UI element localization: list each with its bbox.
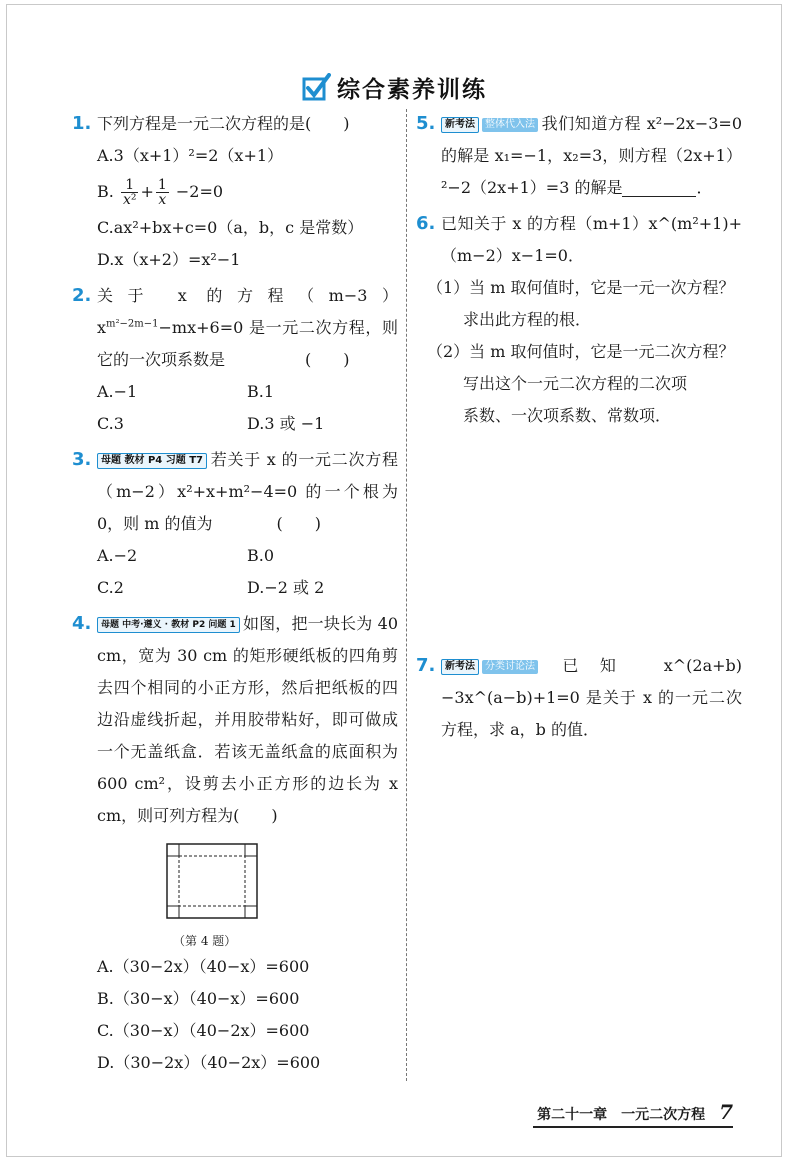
question-text: 母题 中考·遵义 · 教材 P2 问题 1 如图，把一块长为 40 cm，宽为 30 cm 的矩形硬纸板的四角剪去四个相同的小正方形，然后把纸板的四边沿虚线折起，并用胶带粘好，即可做成一个无盖纸盒．若该无盖纸盒的底面积为 600 cm²，设剪去小正方形的边长为 x cm，则可列方程为( )	[97, 614, 398, 825]
question-text: 新考法 整体代入法 我们知道方程 x²−2x−3=0 的解是 x₁=−1，x₂=3，则方程（2x+1）²−2（2x+1）=3 的解是 ．	[441, 114, 742, 197]
question-number: 3.	[72, 449, 92, 470]
part-2-line-2: 写出这个一元二次方程的二次项	[463, 374, 688, 393]
part-1-line-1: （1）当 m 取何值时，它是一元一次方程？	[427, 278, 735, 297]
option-b: B.（30−x）（40−x）=600	[97, 989, 300, 1008]
right-column	[417, 108, 742, 750]
option-b-rest: −2=0	[175, 182, 224, 201]
source-tag: 母题 教材 P4 习题 T7	[97, 453, 207, 469]
left-column	[73, 108, 398, 1083]
section-title	[301, 71, 487, 104]
option-b: B. $\frac{1}{\text{x²}}$ + $\frac{1}{x}$ −2=0	[97, 177, 224, 208]
option-b-label: B.	[97, 182, 114, 201]
question-number: 4.	[72, 613, 92, 634]
question-number: 7.	[416, 655, 436, 676]
question-text: 已知关于 x 的方程（m+1）x^(m²+1)+（m−2）x−1=0．	[441, 214, 742, 265]
question-2	[73, 280, 398, 440]
method-tag: 新考法	[441, 117, 479, 133]
method-subtag: 整体代入法	[482, 118, 538, 132]
fraction-1-over-x2: $\frac{1}{\text{x²}}$	[122, 177, 137, 208]
checkbox-check-icon	[301, 73, 331, 103]
figure-caption: （第 4 题）	[173, 934, 237, 948]
question-number: 5.	[416, 113, 436, 134]
part-2-line-1: （2）当 m 取何值时，它是一元二次方程？	[427, 342, 735, 361]
method-tag: 新考法	[441, 659, 479, 675]
chapter-title: 第二十一章 一元二次方程	[537, 1107, 706, 1123]
option-a: A.−1	[97, 382, 138, 401]
option-c: C.2	[97, 578, 124, 597]
option-d: D.x（x+2）=x²−1	[97, 250, 241, 269]
option-b: B.1	[247, 382, 275, 401]
question-7	[417, 650, 742, 746]
box-net-figure	[165, 842, 259, 920]
question-text: 关于 x 的方程$(m-3)x^{m^2-2m-1}-mx+6=0$ 是一元二次方程，则它的一次项系数是 ( )	[97, 286, 398, 369]
option-c: C.3	[97, 414, 124, 433]
part-2-line-3: 系数、一次项系数、常数项．	[463, 406, 672, 425]
option-c: C.（30−x）（40−2x）=600	[97, 1021, 310, 1040]
option-d: D.−2 或 2	[247, 578, 325, 597]
page-number: 7	[719, 1100, 733, 1124]
answer-blank	[622, 178, 696, 197]
question-6	[417, 208, 742, 432]
title-bar	[7, 71, 781, 107]
question-text: 下列方程是一元二次方程的是( )	[97, 114, 350, 133]
page-footer	[533, 1101, 733, 1128]
column-divider	[406, 109, 407, 1081]
option-a: A.−2	[97, 546, 138, 565]
question-text: 新考法 分类讨论法 已知 x^(2a+b)−3x^(a−b)+1=0 是关于 x 的一元二次方程，求 a，b 的值．	[441, 656, 742, 739]
question-5	[417, 108, 742, 204]
options	[73, 540, 398, 604]
fraction-1-over-x: $\frac{1}{x}$	[157, 177, 167, 208]
question-text: 母题 教材 P4 习题 T7 若关于 x 的一元二次方程（m−2）x²+x+m²−4=0 的一个根为 0，则 m 的值为 ( )	[97, 450, 398, 533]
question-1	[73, 108, 398, 276]
option-b: B.0	[247, 546, 275, 565]
question-number: 1.	[72, 113, 92, 134]
section-title-text: 综合素养训练	[337, 77, 487, 103]
question-3	[73, 444, 398, 604]
option-d: D.3 或 −1	[247, 414, 325, 433]
options	[73, 376, 398, 440]
part-1-line-2: 求出此方程的根．	[463, 310, 592, 329]
option-a: A.（30−2x）（40−x）=600	[97, 957, 310, 976]
exponent: m²−2m−1	[106, 318, 159, 330]
method-subtag: 分类讨论法	[482, 660, 538, 674]
source-tag: 母题 中考·遵义 · 教材 P2 问题 1	[97, 617, 240, 633]
option-a: A.3（x+1）²=2（x+1）	[97, 146, 284, 165]
question-number: 2.	[72, 285, 92, 306]
option-c: C.ax²+bx+c=0（a，b，c 是常数）	[97, 218, 364, 237]
question-number: 6.	[416, 213, 436, 234]
page	[6, 4, 782, 1157]
question-4	[73, 608, 398, 1079]
option-d: D.（30−2x）（40−2x）=600	[97, 1053, 321, 1072]
